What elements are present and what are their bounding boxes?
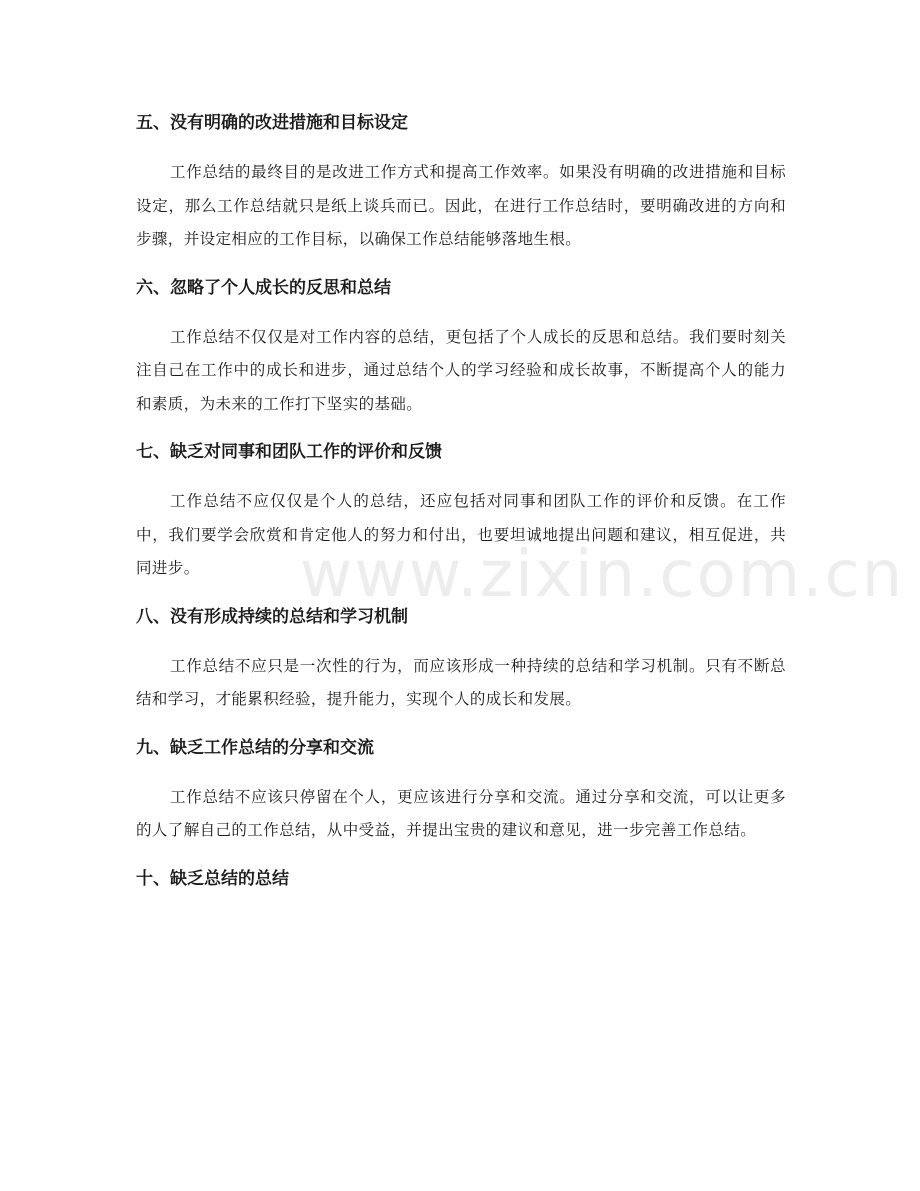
section-10 [136, 862, 786, 896]
section-heading: 十、缺乏总结的总结 [136, 868, 289, 889]
section-5 [136, 106, 786, 257]
document-body [136, 106, 905, 896]
section-heading: 五、没有明确的改进措施和目标设定 [136, 113, 408, 133]
section-paragraph: 工作总结的最终目的是改进工作方式和提高工作效率。如果没有明确的改进措施和目标设定，那么工作总结就只是纸上谈兵而已。因此，在进行工作总结时，要明确改进的方向和步骤，并设定相应的工作目标，以确保工作总结能够落地生根。 [136, 163, 786, 248]
section-8 [136, 600, 786, 717]
section-heading: 八、没有形成持续的总结和学习机制 [136, 606, 408, 627]
section-paragraph: 工作总结不应仅仅是个人的总结，还应包括对同事和团队工作的评价和反馈。在工作中，我们要学会欣赏和肯定他人的努力和付出，也要坦诚地提出问题和建议，相互促进，共同进步。 [136, 492, 786, 577]
section-heading: 九、缺乏工作总结的分享和交流 [136, 737, 374, 758]
watermark: www.zixin.com.cn [300, 538, 905, 612]
section-paragraph: 工作总结不应只是一次性的行为，而应该形成一种持续的总结和学习机制。只有不断总结和学习，才能累积经验，提升能力，实现个人的成长和发展。 [136, 656, 786, 708]
section-paragraph: 工作总结不应该只停留在个人，更应该进行分享和交流。通过分享和交流，可以让更多的人了解自己的工作总结，从中受益，并提出宝贵的建议和意见，进一步完善工作总结。 [136, 787, 786, 839]
section-heading: 六、忽略了个人成长的反思和总结 [136, 277, 391, 298]
section-6 [136, 271, 786, 422]
section-9 [136, 731, 786, 848]
section-7 [136, 435, 786, 586]
section-paragraph: 工作总结不仅仅是对工作内容的总结，更包括了个人成长的反思和总结。我们要时刻关注自己在工作中的成长和进步，通过总结个人的学习经验和成长故事，不断提高个人的能力和素质，为未来的工作打下坚实的基础。 [136, 327, 786, 413]
section-heading: 七、缺乏对同事和团队工作的评价和反馈 [136, 442, 442, 462]
